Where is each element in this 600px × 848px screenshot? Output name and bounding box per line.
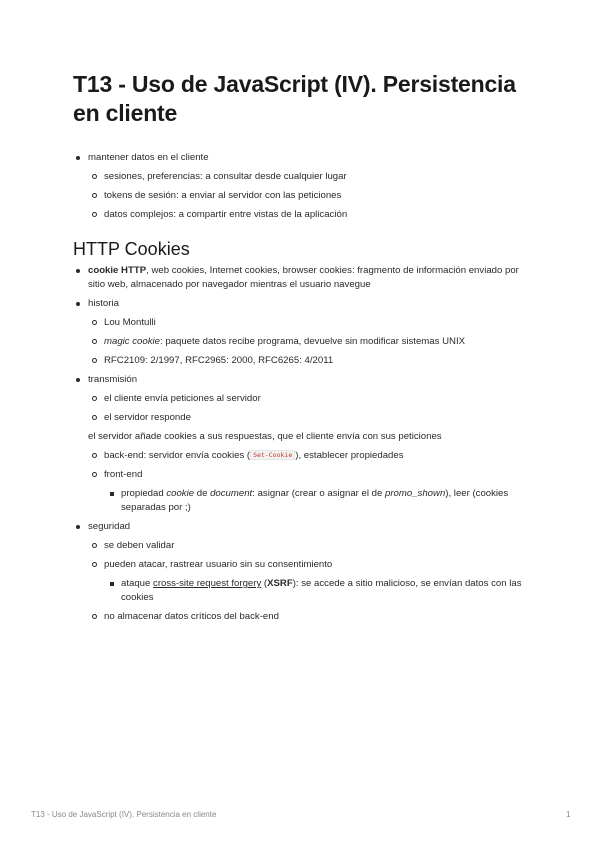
section-heading-http-cookies: HTTP Cookies xyxy=(73,239,190,259)
list-item-back-end xyxy=(104,449,404,463)
term-promo-shown: promo_shown xyxy=(385,488,446,499)
back-end-text-end: ), establecer propiedades xyxy=(295,450,404,461)
list-item-servidor-responde: el servidor responde xyxy=(104,412,191,423)
link-cross-site-request-forgery[interactable]: cross-site request forgery xyxy=(153,578,262,589)
attack-text-c: ): se accede a sitio malicioso, se envían datos con las cookies xyxy=(121,578,522,603)
footer-page-number: 1 xyxy=(566,810,571,819)
prop-text-a: propiedad xyxy=(121,488,167,499)
footer-title: T13 - Uso de JavaScript (IV). Persistencia en cliente xyxy=(31,810,217,819)
term-xsrf: XSRF xyxy=(267,578,293,589)
transmision-note: el servidor añade cookies a sus respuestas, que el cliente envía con sus peticiones xyxy=(88,431,442,442)
list-item-datos-complejos: datos complejos: a compartir entre vistas de la aplicación xyxy=(104,209,348,220)
list-item-lou-montulli: Lou Montulli xyxy=(104,317,156,328)
prop-text-d: ), leer (cookies separadas por ;) xyxy=(121,488,509,513)
term-document: document xyxy=(210,488,253,499)
list-item-sesiones: sesiones, preferencias: a consultar desde cualquier lugar xyxy=(104,171,347,182)
list-item-xsrf xyxy=(121,577,531,605)
prop-text-c: : asignar (crear o asignar el de xyxy=(252,488,386,499)
list-item-seguridad: seguridad xyxy=(88,521,131,532)
list-item-mantener: mantener datos en el cliente xyxy=(88,152,209,163)
list-item-magic-cookie xyxy=(104,335,465,349)
cookie-definition-text: , web cookies, Internet cookies, browser cookies: fragmento de información enviado por sitio web, almacenado por navegador mientras el usuario navegue xyxy=(88,265,519,290)
list-item-propiedad-cookie xyxy=(121,487,531,515)
page-title: T13 - Uso de JavaScript (IV). Persistencia en cliente xyxy=(73,71,516,126)
list-item-validar: se deben validar xyxy=(104,540,175,551)
back-end-text: back-end: servidor envía cookies ( xyxy=(104,450,251,461)
term-cookie: cookie xyxy=(166,488,195,499)
prop-text-b: de xyxy=(194,488,211,499)
list-item-front-end: front-end xyxy=(104,469,143,480)
list-item-transmision: transmisión xyxy=(88,374,138,385)
list-item-no-almacenar: no almacenar datos críticos del back-end xyxy=(104,611,279,622)
magic-cookie-text: : paquete datos recibe programa, devuelve sin modificar sistemas UNIX xyxy=(160,336,466,347)
list-item-tokens: tokens de sesión: a enviar al servidor con las peticiones xyxy=(104,190,342,201)
list-item-cookie-definition xyxy=(88,264,528,292)
code-set-cookie: Set-Cookie xyxy=(250,450,295,460)
list-item-rfc: RFC2109: 2/1997, RFC2965: 2000, RFC6265: 4/2011 xyxy=(104,355,334,366)
list-item-cliente-envia: el cliente envía peticiones al servidor xyxy=(104,393,261,404)
term-magic-cookie: magic cookie xyxy=(104,336,160,347)
list-item-historia: historia xyxy=(88,298,119,309)
attack-text-a: ataque xyxy=(121,578,154,589)
term-cookie-http: cookie HTTP xyxy=(88,265,147,276)
list-item-atacar: pueden atacar, rastrear usuario sin su consentimiento xyxy=(104,559,333,570)
attack-text-b: ( xyxy=(261,578,268,589)
